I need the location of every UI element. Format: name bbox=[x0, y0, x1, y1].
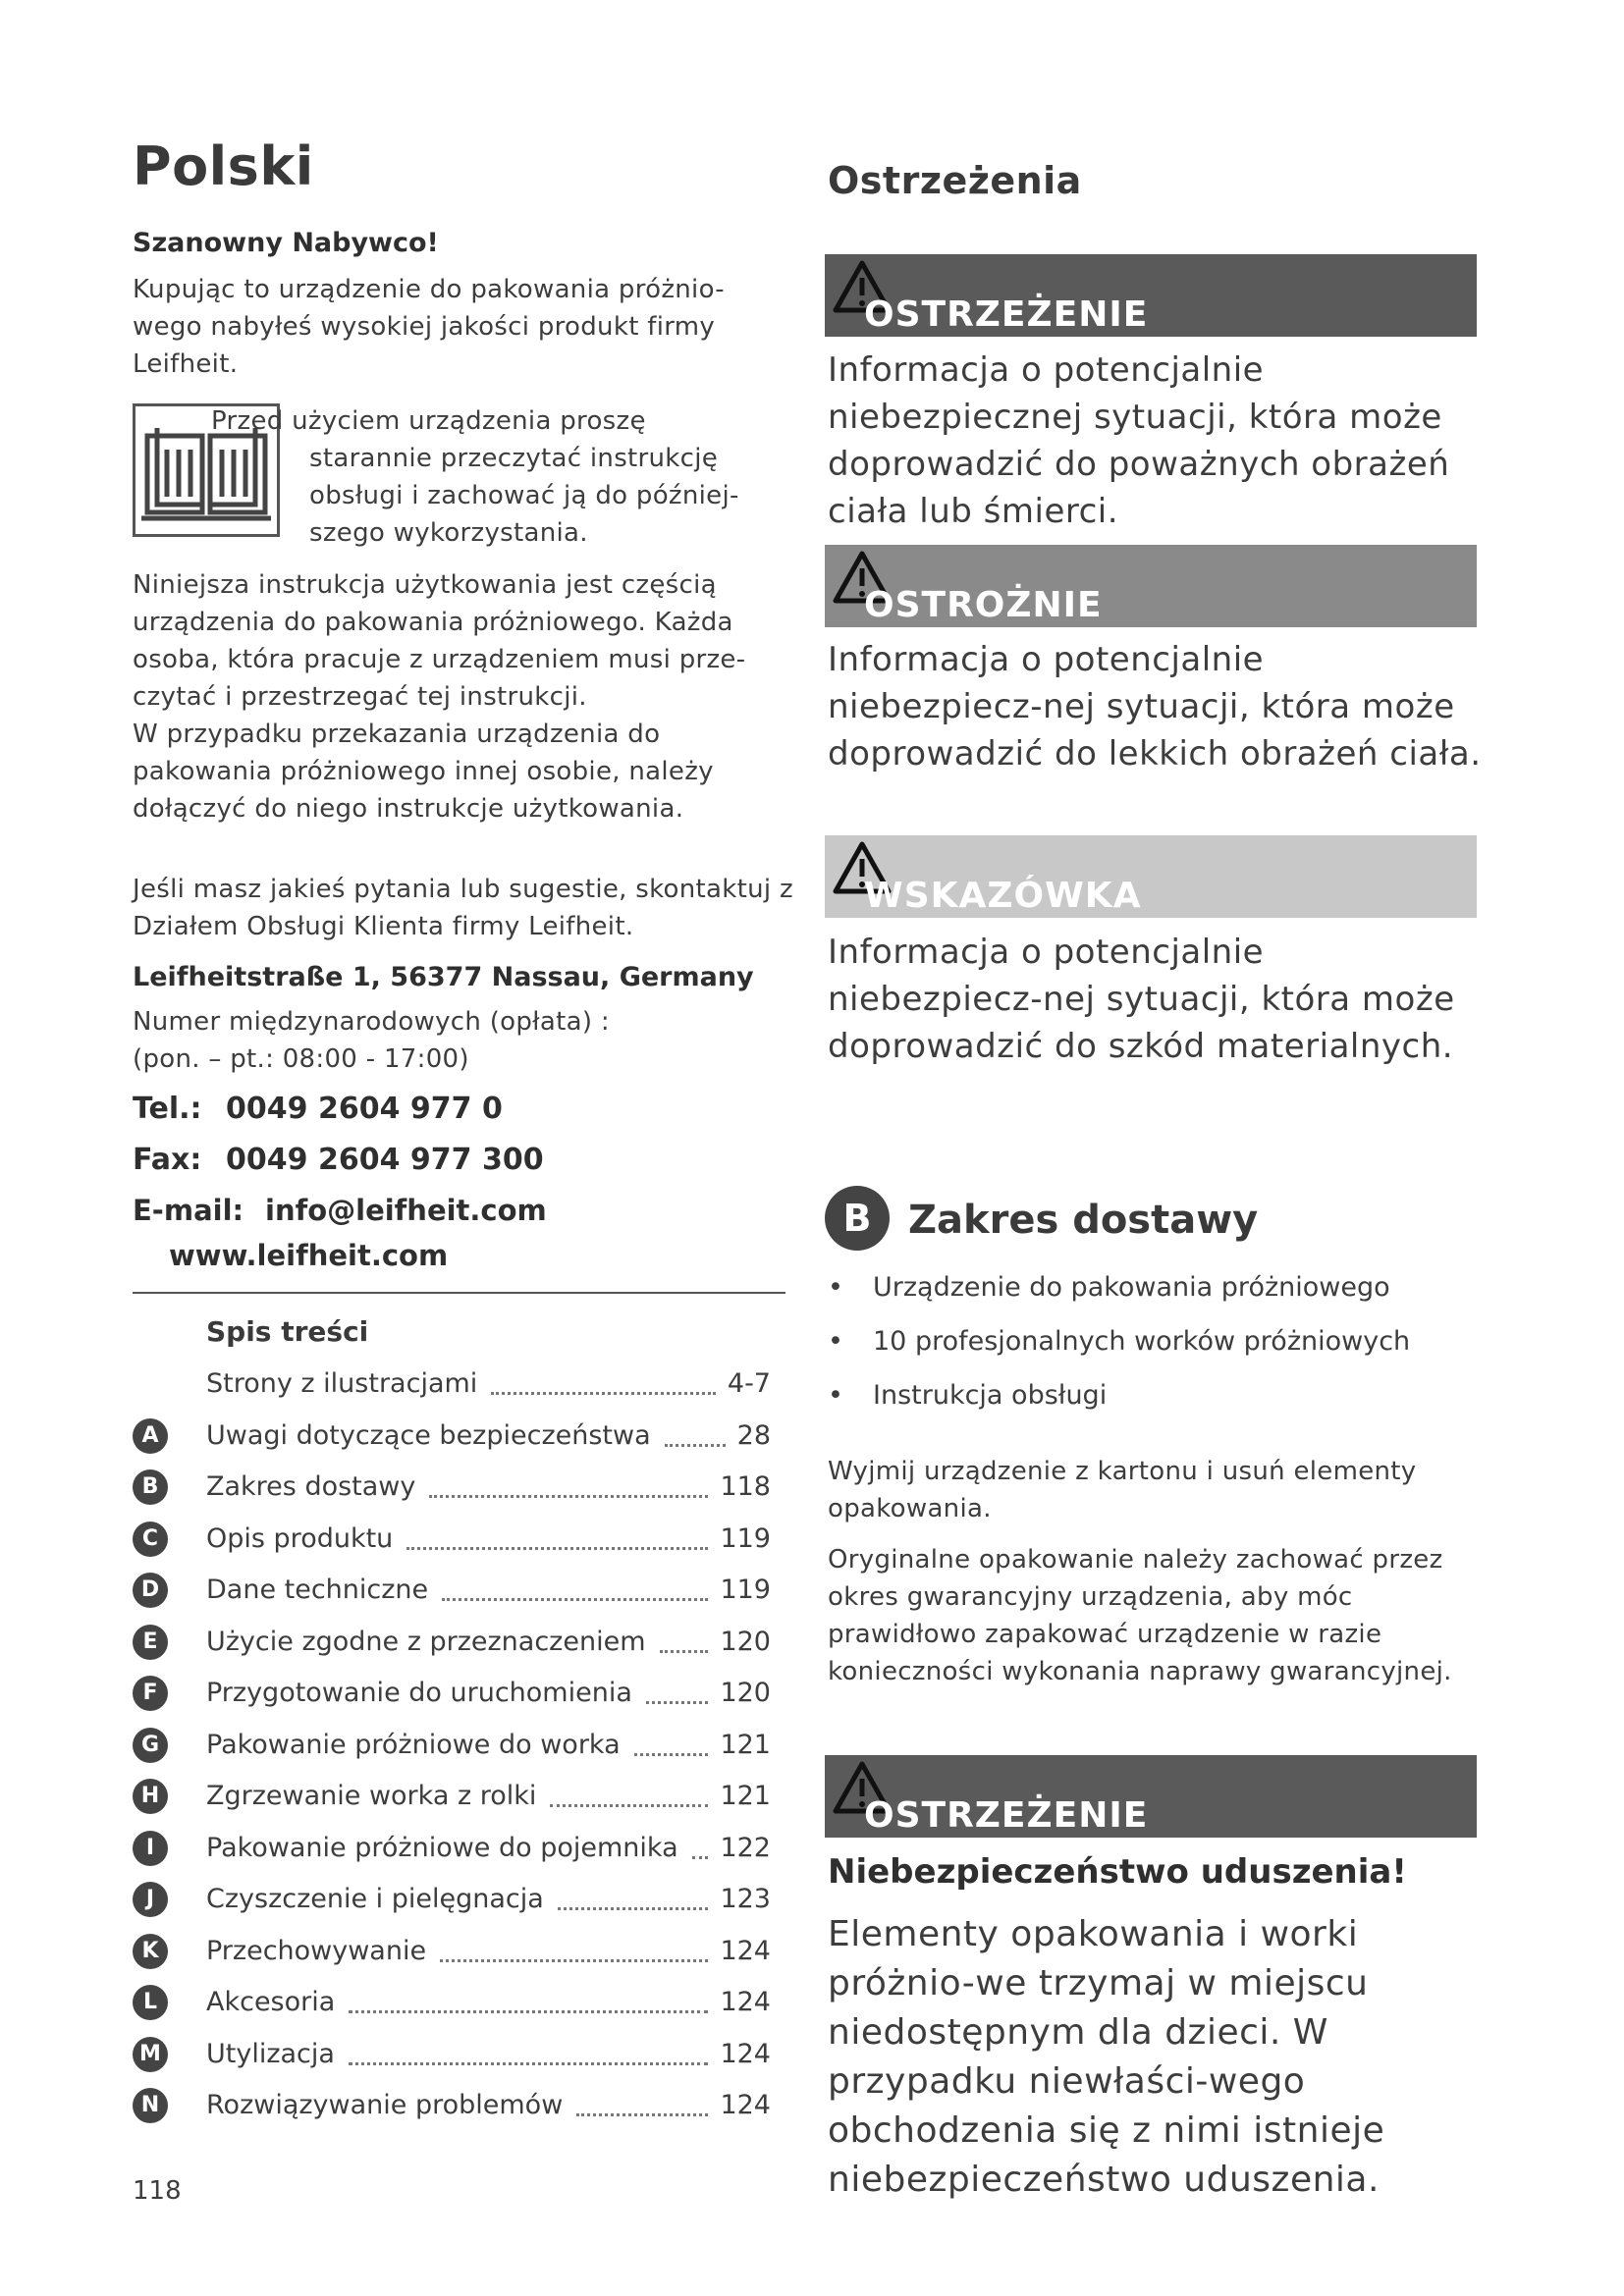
service-hours bbox=[133, 1003, 771, 1078]
toc-section-badge: M bbox=[133, 2037, 168, 2072]
toc-item[interactable] bbox=[133, 1726, 781, 1765]
hours-line2: (pon. – pt.: 08:00 - 17:00) bbox=[133, 1044, 469, 1074]
tel-label: Tel.: bbox=[133, 1092, 202, 1126]
toc-item-page: 124 bbox=[720, 1987, 771, 2017]
manual-part-paragraph: Niniejsza instrukcja użytkowania jest częścią urządzenia do pakowania próżniowego. Każda osoba, która pracuje z urządzeniem musi prze-czytać i przestrzegać tej instrukcji. bbox=[133, 570, 746, 712]
toc-leader-dots bbox=[665, 1444, 726, 1447]
toc-leader-dots bbox=[646, 1701, 708, 1704]
toc-item-label: Zgrzewanie worka z rolki bbox=[206, 1781, 537, 1811]
toc-item[interactable] bbox=[133, 1364, 781, 1404]
toc-item[interactable] bbox=[133, 1674, 781, 1713]
address: Leifheitstraße 1, 56377 Nassau, Germany bbox=[133, 962, 754, 992]
toc-section-badge: H bbox=[133, 1779, 168, 1814]
toc-item[interactable] bbox=[133, 1623, 781, 1662]
scope-item bbox=[828, 1326, 1410, 1357]
toc-item[interactable] bbox=[133, 1932, 781, 1971]
toc-item-label: Dane techniczne bbox=[206, 1575, 429, 1605]
page-title: Polski bbox=[133, 135, 314, 197]
website-link[interactable]: www.leifheit.com bbox=[169, 1239, 449, 1272]
email-label: E-mail: bbox=[133, 1194, 244, 1227]
toc-item-page: 119 bbox=[720, 1575, 771, 1605]
divider bbox=[133, 1292, 785, 1294]
contact-intro: Jeśli masz jakieś pytania lub sugestie, skontaktuj z Działem Obsługi Klienta firmy Leifheit. bbox=[133, 875, 793, 941]
read-manual-note-rest: starannie przeczytać instrukcję obsługi i zachować ją do później-szego wykorzystania. bbox=[309, 444, 739, 548]
scope-heading: Zakres dostawy bbox=[908, 1198, 1259, 1243]
tel-row bbox=[133, 1092, 503, 1126]
notice-label: WSKAZÓWKA bbox=[864, 876, 1142, 916]
toc-item[interactable] bbox=[133, 1468, 781, 1507]
toc-item[interactable] bbox=[133, 1880, 781, 1919]
toc-item-label: Rozwiązywanie problemów bbox=[206, 2090, 564, 2120]
toc-item-page: 4-7 bbox=[727, 1368, 771, 1399]
toc-title: Spis treści bbox=[206, 1315, 369, 1348]
toc-item-label: Przygotowanie do uruchomienia bbox=[206, 1678, 632, 1708]
toc-item-page: 120 bbox=[720, 1627, 771, 1657]
scope-item bbox=[828, 1272, 1390, 1303]
scope-item-label: 10 profesjonalnych worków próżniowych bbox=[873, 1326, 1411, 1357]
toc-item-page: 121 bbox=[720, 1730, 771, 1760]
toc-section-badge: D bbox=[133, 1573, 168, 1608]
toc-leader-dots bbox=[660, 1650, 708, 1653]
toc-section-badge: J bbox=[133, 1882, 168, 1917]
toc-section-badge: B bbox=[133, 1469, 168, 1505]
toc-leader-dots bbox=[692, 1856, 708, 1859]
email-link[interactable]: info@leifheit.com bbox=[265, 1194, 547, 1227]
toc-item-label: Użycie zgodne z przeznaczeniem bbox=[206, 1627, 646, 1657]
danger-label: OSTRZEŻENIE bbox=[864, 1795, 1149, 1836]
toc-leader-dots bbox=[550, 1804, 708, 1807]
toc-item-label: Utylizacja bbox=[206, 2039, 335, 2069]
tel-value[interactable]: 0049 2604 977 0 bbox=[226, 1092, 503, 1126]
toc-item-page: 121 bbox=[720, 1781, 771, 1811]
warning-label: OSTRZEŻENIE bbox=[864, 294, 1149, 335]
danger-banner bbox=[825, 1755, 1477, 1838]
toc-leader-dots bbox=[406, 1547, 708, 1550]
toc-item-page: 122 bbox=[720, 1833, 771, 1863]
intro-paragraph: Kupując to urządzenie do pakowania próżnio-wego nabyłeś wysokiej jakości produkt firmy Leifheit. bbox=[133, 275, 725, 379]
toc-leader-dots bbox=[442, 1598, 708, 1601]
toc-item-page: 120 bbox=[720, 1678, 771, 1708]
toc-item-page: 28 bbox=[736, 1420, 771, 1451]
scope-item bbox=[828, 1380, 1107, 1411]
warning-text: Informacja o potencjalnie niebezpiecznej sytuacji, która może doprowadzić do poważnych obrażeń ciała lub śmierci. bbox=[828, 350, 1450, 531]
toc-section-badge: K bbox=[133, 1934, 168, 1969]
toc-item-page: 124 bbox=[720, 1936, 771, 1966]
scope-item-label: Urządzenie do pakowania próżniowego bbox=[873, 1272, 1390, 1303]
toc-leader-dots bbox=[440, 1959, 708, 1962]
toc-leader-dots bbox=[349, 2062, 708, 2065]
toc-item-page: 124 bbox=[720, 2090, 771, 2120]
read-manual-note-line1: Przed użyciem urządzenia proszę bbox=[211, 406, 646, 436]
toc-leader-dots bbox=[634, 1753, 708, 1756]
scope-item-label: Instrukcja obsługi bbox=[873, 1380, 1108, 1411]
fax-value: 0049 2604 977 300 bbox=[226, 1143, 544, 1177]
notice-banner bbox=[825, 835, 1477, 918]
toc-leader-dots bbox=[349, 2010, 708, 2013]
read-manual-note bbox=[211, 402, 761, 552]
toc-item-label: Czyszczenie i pielęgnacja bbox=[206, 1884, 544, 1914]
toc-item-label: Akcesoria bbox=[206, 1987, 336, 2017]
toc-item-label: Opis produktu bbox=[206, 1523, 394, 1554]
notice-text: Informacja o potencjalnie niebezpiecz-nej sytuacji, która może doprowadzić do szkód materialnych. bbox=[828, 933, 1455, 1066]
greeting: Szanowny Nabywco! bbox=[133, 228, 439, 258]
toc-item-label: Strony z ilustracjami bbox=[206, 1368, 478, 1399]
keep-packaging-paragraph: Oryginalne opakowanie należy zachować przez okres gwarancyjny urządzenia, aby móc prawidłowo zapakować urządzenie w razie konieczności wykonania naprawy gwarancyjnej. bbox=[828, 1545, 1452, 1686]
toc-section-badge: A bbox=[133, 1418, 168, 1454]
fax-row bbox=[133, 1143, 544, 1177]
caution-label: OSTROŻNIE bbox=[864, 585, 1103, 625]
bullet: • bbox=[828, 1380, 843, 1411]
caution-banner bbox=[825, 545, 1477, 627]
toc-leader-dots bbox=[576, 2113, 708, 2116]
bullet: • bbox=[828, 1272, 843, 1303]
toc-leader-dots bbox=[491, 1392, 716, 1395]
toc-leader-dots bbox=[429, 1495, 708, 1498]
bullet: • bbox=[828, 1326, 843, 1357]
toc-section-badge: E bbox=[133, 1625, 168, 1660]
fax-label: Fax: bbox=[133, 1143, 202, 1177]
handover-paragraph: W przypadku przekazania urządzenia do pakowania próżniowego innej osobie, należy dołączyć do niego instrukcje użytkowania. bbox=[133, 720, 714, 824]
caution-text: Informacja o potencjalnie niebezpiecz-nej sytuacji, która może doprowadzić do lekkich obrażeń ciała. bbox=[828, 640, 1482, 774]
toc-leader-dots bbox=[558, 1907, 708, 1910]
toc-item-label: Przechowywanie bbox=[206, 1936, 427, 1966]
hours-line1: Numer międzynarodowych (opłata) : bbox=[133, 1007, 610, 1037]
toc-item-label: Uwagi dotyczące bezpieczeństwa bbox=[206, 1420, 651, 1451]
toc-item[interactable] bbox=[133, 2086, 781, 2125]
toc-item-label: Pakowanie próżniowe do worka bbox=[206, 1730, 621, 1760]
warnings-heading: Ostrzeżenia bbox=[828, 159, 1082, 202]
section-b-badge: B bbox=[825, 1186, 890, 1251]
toc-item[interactable] bbox=[133, 1829, 781, 1868]
unpack-paragraph: Wyjmij urządzenie z kartonu i usuń elementy opakowania. bbox=[828, 1457, 1417, 1523]
toc-item-page: 123 bbox=[720, 1884, 771, 1914]
toc-item[interactable] bbox=[133, 1416, 781, 1456]
toc-item-page: 119 bbox=[720, 1523, 771, 1554]
danger-text: Elementy opakowania i worki próżnio-we trzymaj w miejscu niedostępnym dla dzieci. W przypadku niewłaści-wego obchodzenia się z nimi istnieje niebezpieczeństwo uduszenia. bbox=[828, 1914, 1385, 2200]
toc-section-badge: G bbox=[133, 1728, 168, 1763]
page-number: 118 bbox=[133, 2176, 182, 2206]
toc-item[interactable] bbox=[133, 1520, 781, 1559]
toc-item-label: Pakowanie próżniowe do pojemnika bbox=[206, 1833, 678, 1863]
toc-item-label: Zakres dostawy bbox=[206, 1471, 416, 1502]
toc-section-badge: I bbox=[133, 1831, 168, 1866]
toc-section-badge: N bbox=[133, 2088, 168, 2123]
toc-item-page: 124 bbox=[720, 2039, 771, 2069]
toc-section-badge: C bbox=[133, 1522, 168, 1557]
danger-heading: Niebezpieczeństwo uduszenia! bbox=[828, 1852, 1407, 1892]
toc-item[interactable] bbox=[133, 1571, 781, 1610]
toc-item[interactable] bbox=[133, 1983, 781, 2022]
toc-item[interactable] bbox=[133, 2035, 781, 2074]
manual-info bbox=[133, 566, 771, 828]
email-row bbox=[133, 1194, 547, 1227]
toc-item-page: 118 bbox=[720, 1471, 771, 1502]
toc-item[interactable] bbox=[133, 1777, 781, 1816]
warning-banner bbox=[825, 254, 1477, 337]
toc-section-badge: L bbox=[133, 1985, 168, 2020]
toc-section-badge: F bbox=[133, 1676, 168, 1711]
